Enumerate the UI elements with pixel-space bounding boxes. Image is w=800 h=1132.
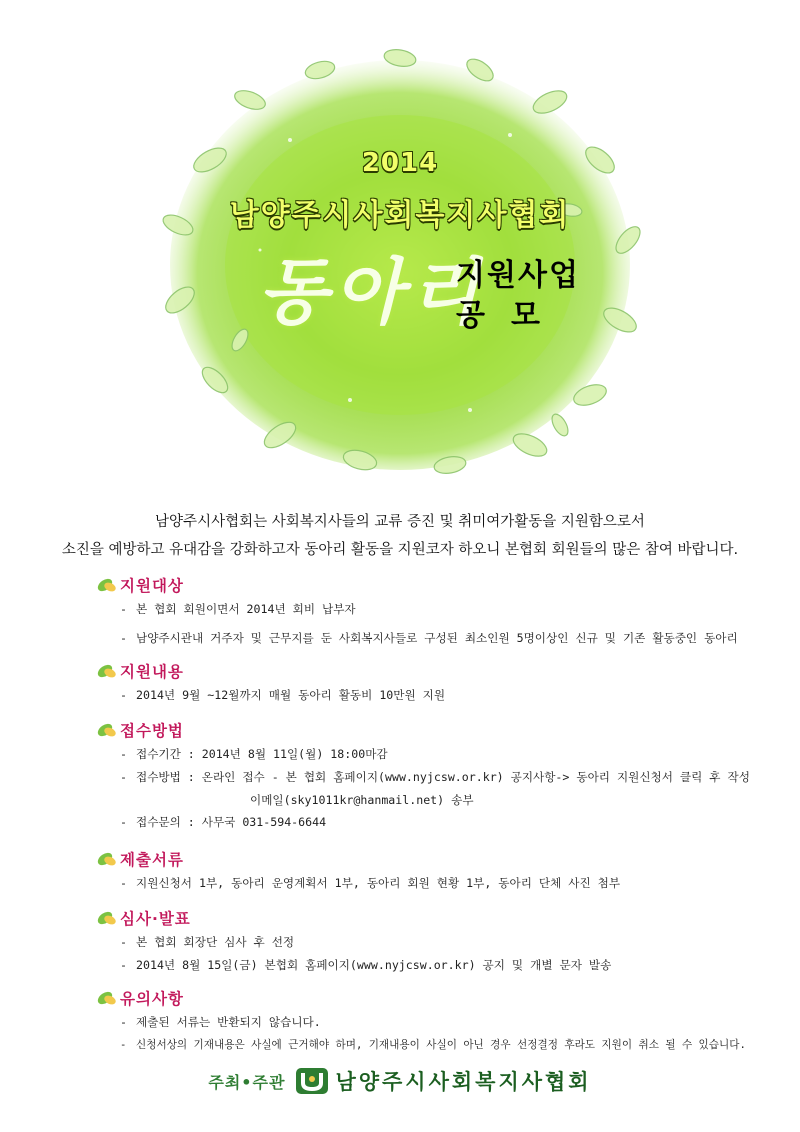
section-title: 접수방법: [120, 722, 184, 740]
list-item: - 남양주시관내 거주자 및 근무지를 둔 사회복지사들로 구성된 최소인원 5명이상인 신규 및 기존 활동중인 동아리: [120, 631, 738, 645]
section-title: 유의사항: [120, 990, 184, 1008]
section-eligibility: [96, 572, 756, 650]
intro-text: [40, 508, 760, 564]
header-sub-line1: 지원사업: [456, 258, 580, 293]
section-application-method: [96, 717, 756, 834]
list-item: - 지원신청서 1부, 동아리 운영계획서 1부, 동아리 회원 현황 1부, 동아리 단체 사진 첨부: [120, 876, 621, 890]
intro-line-2: 소진을 예방하고 유대감을 강화하고자 동아리 활동을 지원코자 하오니 본협회 회원들의 많은 참여 바랍니다.: [61, 542, 739, 558]
section-support-content: [96, 658, 756, 707]
section-review-announcement: [96, 905, 756, 977]
leaf-bullet-icon: [96, 988, 118, 1008]
leaf-bullet-icon: [96, 661, 118, 681]
section-title: 제출서류: [120, 851, 184, 869]
list-item: - 접수기간 : 2014년 8월 11일(월) 18:00마감: [120, 747, 388, 761]
list-item: - 접수문의 : 사무국 031-594-6644: [120, 815, 327, 829]
leaf-bullet-icon: [96, 908, 118, 928]
section-documents: [96, 846, 756, 895]
section-title: 지원대상: [120, 577, 184, 595]
header-sub-line2: 공모: [456, 298, 566, 333]
header-org-name: 남양주시사회복지사협회: [229, 198, 571, 233]
section-notes: [96, 985, 756, 1057]
association-logo-icon: [295, 1067, 329, 1095]
section-title: 지원내용: [120, 663, 184, 681]
list-item-continuation: 이메일(sky1011kr@hanmail.net) 송부: [250, 793, 474, 807]
footer: [0, 1066, 800, 1096]
sections-container: [96, 572, 756, 1061]
footer-org-name: 남양주시사회복지사협회: [335, 1070, 592, 1094]
section-title: 심사·발표: [120, 910, 191, 928]
list-item: - 본 협회 회원이면서 2014년 회비 납부자: [120, 602, 356, 616]
header-club-title: 동아리: [258, 249, 485, 334]
list-item: - 2014년 8월 15일(금) 본협회 홈페이지(www.nyjcsw.or.kr) 공지 및 개별 문자 발송: [120, 958, 612, 972]
list-item: - 2014년 9월 ~12월까지 매월 동아리 활동비 10만원 지원: [120, 688, 446, 702]
intro-line-1: 남양주시사협회는 사회복지사들의 교류 증진 및 취미여가활동을 지원함으로서: [155, 514, 645, 530]
list-item: - 제출된 서류는 반환되지 않습니다.: [120, 1015, 321, 1029]
host-label: 주최•주관: [208, 1072, 286, 1092]
leaf-bullet-icon: [96, 575, 118, 595]
list-item: - 본 협회 회장단 심사 후 선정: [120, 935, 295, 949]
leaf-bullet-icon: [96, 849, 118, 869]
list-item: - 신청서상의 기재내용은 사실에 근거해야 하며, 기재내용이 사실이 아닌 경우 선정결정 후라도 지원이 취소 될 수 있습니다.: [120, 1039, 746, 1051]
list-item: - 접수방법 : 온라인 접수 - 본 협회 홈페이지(www.nyjcsw.or.kr) 공지사항-> 동아리 지원신청서 클릭 후 작성: [120, 770, 750, 784]
header-year: 2014: [361, 148, 439, 178]
leaf-bullet-icon: [96, 720, 118, 740]
